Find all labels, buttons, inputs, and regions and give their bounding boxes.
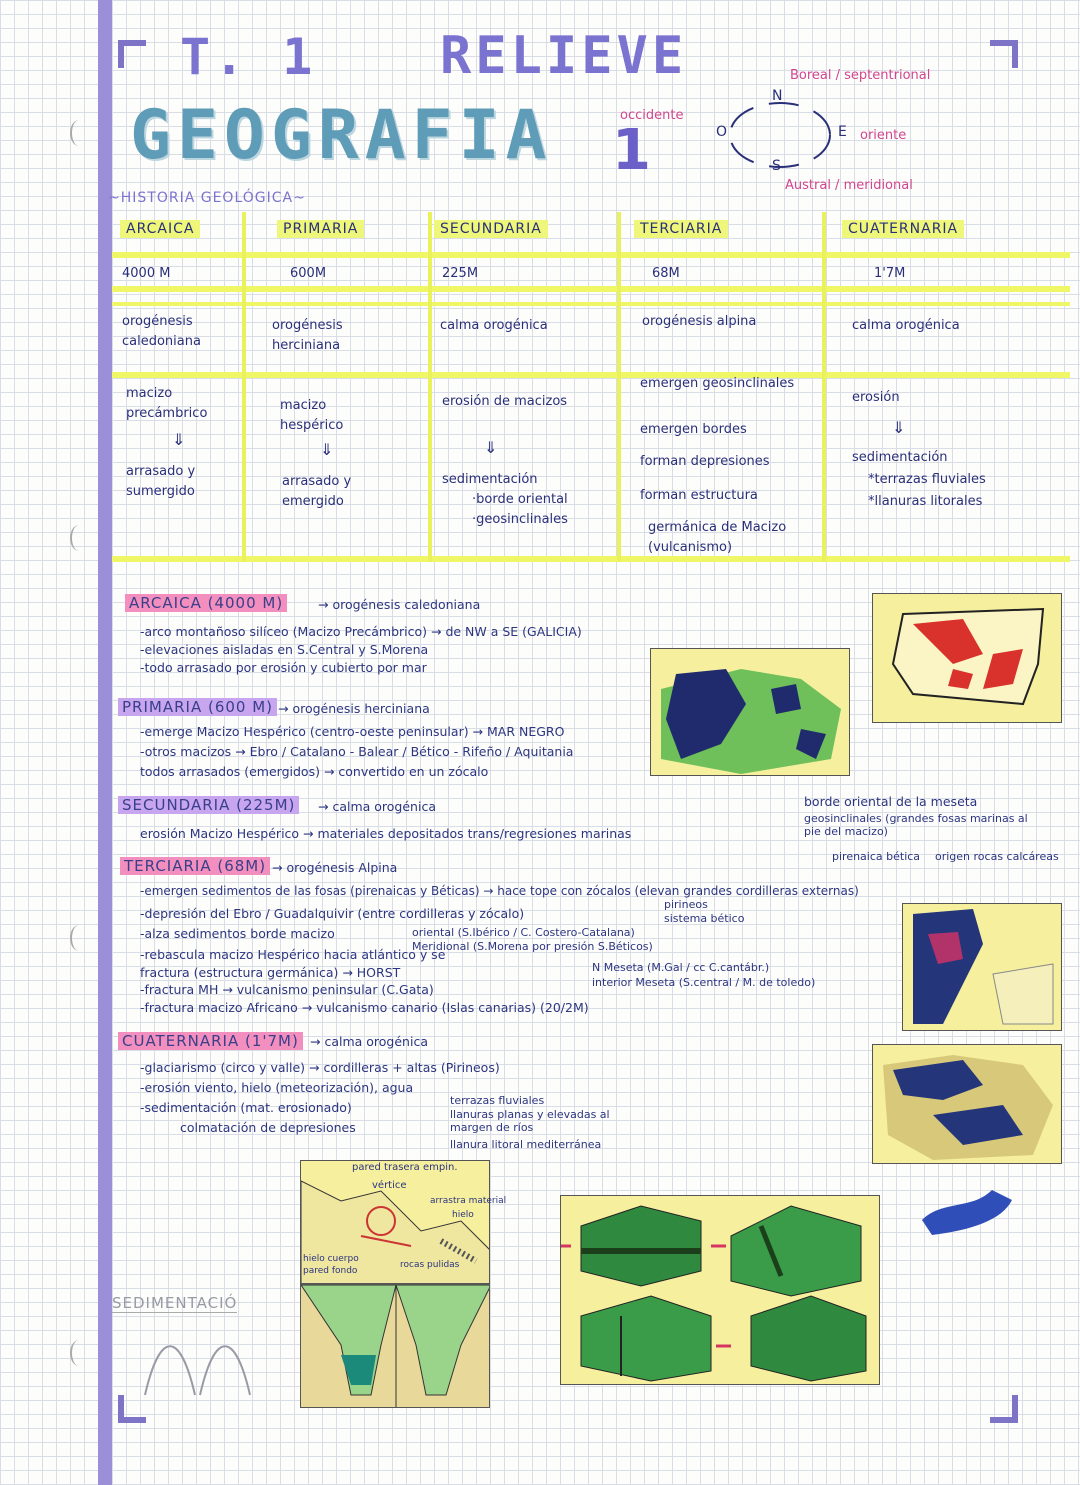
map-sketch-terciaria <box>902 903 1062 1031</box>
section-title-arcaica: ARCAICA (4000 M) <box>125 594 287 612</box>
note-line: -rebascula macizo Hespérico hacia atlántico y se fractura (estructura germánica) → HORST <box>140 947 446 980</box>
arrow-down-icon: ⇓ <box>172 430 186 449</box>
corner-mark <box>990 1395 1018 1423</box>
era-result: arrasado y sumergido <box>126 464 196 499</box>
section-title-primaria: PRIMARIA (600 M) <box>118 698 277 716</box>
corner-mark <box>990 40 1018 68</box>
binder-hole <box>70 120 88 146</box>
west-note: occidente <box>620 108 684 123</box>
tectonic-blocks-sketch <box>560 1195 880 1385</box>
era-event: orogénesis alpina <box>642 314 757 329</box>
era-event: calma orogénica <box>852 318 960 333</box>
side-note: borde oriental de la meseta <box>804 794 978 809</box>
sketch-label: pared trasera empin. <box>352 1162 458 1173</box>
north-note: Boreal / septentrional <box>790 68 931 83</box>
section-title-cuaternaria: CUATERNARIA (1'7M) <box>118 1032 303 1050</box>
bracket-note: terrazas fluviales <box>450 1094 545 1107</box>
section-title-terciaria: TERCIARIA (68M) <box>120 857 270 875</box>
era-age: 1'7M <box>874 266 906 281</box>
era-header-secundaria: SECUNDARIA <box>434 220 548 238</box>
page-title: GEOGRAFIA <box>130 96 553 175</box>
era-result: *llanuras litorales <box>868 494 983 509</box>
bracket-note: llanuras planas y elevadas al margen de ríos <box>450 1108 610 1134</box>
map-sketch-arcaica <box>872 593 1062 723</box>
note-line: -erosión viento, hielo (meteorización), agua <box>140 1080 414 1095</box>
era-event: orogénesis herciniana <box>272 318 343 353</box>
binder-hole <box>70 525 88 551</box>
era-line: erosión <box>852 390 900 405</box>
east-note: oriente <box>860 128 907 143</box>
era-event: calma orogénica <box>440 318 548 333</box>
map-sketch-cuaternaria <box>872 1044 1062 1164</box>
bracket-note: llanura litoral mediterránea <box>450 1138 602 1151</box>
era-line: macizo hespérico <box>280 398 344 433</box>
note-line: -fractura macizo Africano → vulcanismo canario (Islas canarias) (20/2M) <box>140 1000 589 1015</box>
note-line: colmatación de depresiones <box>180 1120 356 1135</box>
section-subtitle: → calma orogénica <box>310 1034 428 1049</box>
bracket-note: sistema bético <box>664 912 745 925</box>
era-result: sedimentación <box>852 450 948 465</box>
era-age: 600M <box>290 266 327 281</box>
note-line: -sedimentación (mat. erosionado) <box>140 1100 352 1115</box>
section-title-secundaria: SECUNDARIA (225M) <box>118 796 299 814</box>
note-line: -glaciarismo (circo y valle) → cordilleras + altas (Pirineos) <box>140 1060 500 1075</box>
era-line: emergen geosinclinales <box>640 376 795 391</box>
note-line: -elevaciones aisladas en S.Central y S.Morena <box>140 642 429 657</box>
map-sketch-primaria <box>650 648 850 776</box>
note-line: -emerge Macizo Hespérico (centro-oeste peninsular) → MAR NEGRO <box>140 724 565 739</box>
era-event: orogénesis caledoniana <box>122 314 201 349</box>
bracket-note: pirineos <box>664 898 708 911</box>
margin-bar <box>98 0 112 1485</box>
note-line: -emergen sedimentos de las fosas (pirenaicas y Béticas) → hace tope con zócalos (elevan grandes cordilleras externas) <box>140 884 859 898</box>
era-header-arcaica: ARCAICA <box>120 220 200 238</box>
sketch-label: arrastra material <box>430 1196 507 1206</box>
sketch-label: rocas pulidas <box>400 1260 460 1270</box>
note-line: -fractura MH → vulcanismo peninsular (C.Gata) <box>140 982 434 997</box>
compass-east: E <box>838 124 847 140</box>
eras-table <box>112 212 1070 562</box>
note-line: erosión Macizo Hespérico → materiales depositados trans/regresiones marinas <box>140 826 632 841</box>
sedimentacio-label: SEDIMENTACIÓ <box>112 1294 238 1312</box>
era-result: ·geosinclinales <box>472 512 568 527</box>
era-age: 225M <box>442 266 479 281</box>
era-line: germánica de Macizo (vulcanismo) <box>648 520 787 555</box>
era-header-terciaria: TERCIARIA <box>634 220 728 238</box>
note-line: todos arrasados (emergidos) → convertido en un zócalo <box>140 764 489 779</box>
arrow-down-icon: ⇓ <box>484 438 498 457</box>
side-note: pirenaica bética <box>832 850 921 863</box>
compass-south: S <box>772 158 781 174</box>
sketch-label: hielo cuerpo <box>303 1254 359 1264</box>
era-result: arrasado y emergido <box>282 474 352 509</box>
note-line: -depresión del Ebro / Guadalquivir (entre cordilleras y zócalo) <box>140 906 525 921</box>
sketch-label: vértice <box>372 1180 407 1191</box>
note-line: -alza sedimentos borde macizo <box>140 926 335 941</box>
era-line: forman estructura <box>640 488 758 503</box>
valley-sketch <box>300 1284 490 1408</box>
section-subtitle: → orogénesis Alpina <box>272 860 398 875</box>
compass-west: O <box>716 124 728 140</box>
era-age: 4000 M <box>122 266 171 281</box>
corner-mark <box>118 40 146 68</box>
era-result: sedimentación <box>442 472 538 487</box>
compass-north: N <box>772 88 783 104</box>
era-line: erosión de macizos <box>442 394 568 409</box>
bracket-note: interior Meseta (S.central / M. de toledo) <box>592 976 816 989</box>
history-title: ~HISTORIA GEOLÓGICA~ <box>108 190 306 206</box>
section-subtitle: → orogénesis caledoniana <box>318 597 481 612</box>
side-note: origen rocas calcáreas <box>935 850 1059 863</box>
era-line: forman depresiones <box>640 454 770 469</box>
era-header-primaria: PRIMARIA <box>277 220 364 238</box>
era-header-cuaternaria: CUATERNARIA <box>842 220 964 238</box>
note-line: -otros macizos → Ebro / Catalano - Balear / Bético - Rifeño / Aquitania <box>140 744 574 759</box>
binder-hole <box>70 1340 88 1366</box>
topic-title: RELIEVE <box>440 26 688 86</box>
south-note: Austral / meridional <box>785 178 913 193</box>
sketch-label: pared fondo <box>303 1266 358 1276</box>
arrow-down-icon: ⇓ <box>320 440 334 459</box>
note-line: -todo arrasado por erosión y cubierto por mar <box>140 660 427 675</box>
bracket-note: Meridional (S.Morena por presión S.Béticos) <box>412 940 653 953</box>
arrow-down-icon: ⇓ <box>892 418 906 437</box>
sketch-label: hielo <box>452 1210 474 1220</box>
note-line: -arco montañoso silíceo (Macizo Precámbrico) → de NW a SE (GALICIA) <box>140 624 582 639</box>
sedimentation-sketch <box>140 1320 260 1400</box>
bracket-note: oriental (S.Ibérico / C. Costero-Catalana) <box>412 926 635 939</box>
era-line: emergen bordes <box>640 422 747 437</box>
section-subtitle: → calma orogénica <box>318 799 436 814</box>
topic-number-big: 1 <box>612 118 651 183</box>
section-subtitle: → orogénesis herciniana <box>278 701 430 716</box>
era-age: 68M <box>652 266 680 281</box>
binder-hole <box>70 925 88 951</box>
era-result: *terrazas fluviales <box>868 472 986 487</box>
era-result: ·borde oriental <box>472 492 568 507</box>
island-sketch <box>912 1180 1022 1240</box>
era-line: macizo precámbrico <box>126 386 208 421</box>
bracket-note: N Meseta (M.Gal / cc C.cantábr.) <box>592 961 770 974</box>
topic-number: T. 1 <box>180 28 317 86</box>
side-note: geosinclinales (grandes fosas marinas al pie del macizo) <box>804 812 1028 838</box>
